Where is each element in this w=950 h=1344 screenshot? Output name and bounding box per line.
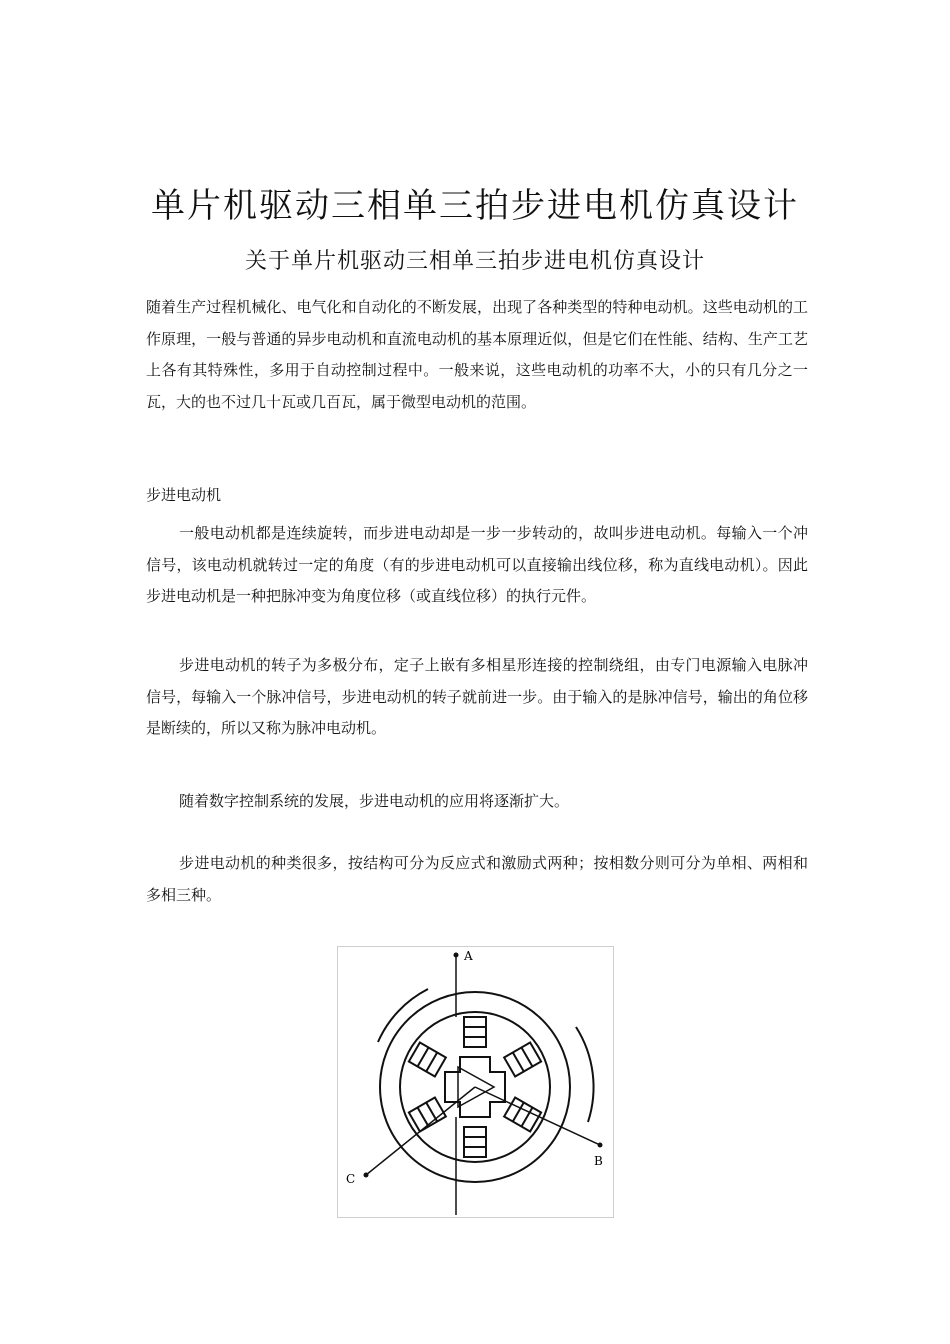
pole-bottom bbox=[464, 1127, 486, 1157]
label-a: A bbox=[464, 949, 473, 963]
paragraph-4: 步进电动机的种类很多，按结构可分为反应式和激励式两种；按相数分则可分为单相、两相和多相三种。 bbox=[146, 854, 808, 904]
terminal-a bbox=[454, 953, 459, 958]
terminal-b bbox=[598, 1143, 603, 1148]
pole-top bbox=[464, 1017, 486, 1047]
stepper-motor-diagram bbox=[337, 946, 614, 1218]
document-subtitle: 关于单片机驱动三相单三拍步进电机仿真设计 bbox=[244, 249, 705, 274]
pole-upper-right bbox=[504, 1042, 541, 1076]
terminal-c bbox=[364, 1173, 369, 1178]
paragraph-1: 一般电动机都是连续旋转，而步进电动却是一步一步转动的，故叫步进电动机。每输入一个冲信号，该电动机就转过一定的角度（有的步进电动机可以直接输出线位移，称为直线电动机）。因此步进电动机是一种把脉冲变为角度位移（或直线位移）的执行元件。 bbox=[146, 524, 808, 605]
lead-wire-c bbox=[366, 1087, 475, 1175]
stepper-motor-drawing bbox=[338, 947, 613, 1217]
paragraph-2: 步进电动机的转子为多极分布，定子上嵌有多相星形连接的控制绕组，由专门电源输入电脉冲信号，每输入一个脉冲信号，步进电动机的转子就前进一步。由于输入的是脉冲信号，输出的角位移是断续的，所以又称为脉冲电动机。 bbox=[146, 656, 808, 737]
label-c: C bbox=[346, 1172, 356, 1186]
document-title: 单片机驱动三相单三拍步进电机仿真设计 bbox=[151, 186, 799, 226]
label-b: B bbox=[594, 1154, 603, 1168]
intro-paragraph: 随着生产过程机械化、电气化和自动化的不断发展，出现了各种类型的特种电动机。这些电动机的工作原理，一般与普通的异步电动机和直流电动机的基本原理近似，但是它们在性能、结构、生产工艺上各有其特殊性，多用于自动控制过程中。一般来说，这些电动机的功率不大，小的只有几分之一瓦，大的也不过几十瓦或几百瓦，属于微型电动机的范围。 bbox=[146, 298, 808, 411]
section-heading: 步进电动机 bbox=[146, 486, 222, 504]
paragraph-3: 随着数字控制系统的发展，步进电动机的应用将逐渐扩大。 bbox=[179, 792, 570, 810]
shell-arc-right bbox=[576, 1027, 594, 1122]
pole-upper-left bbox=[409, 1042, 446, 1076]
lead-wire-b bbox=[475, 1087, 600, 1145]
